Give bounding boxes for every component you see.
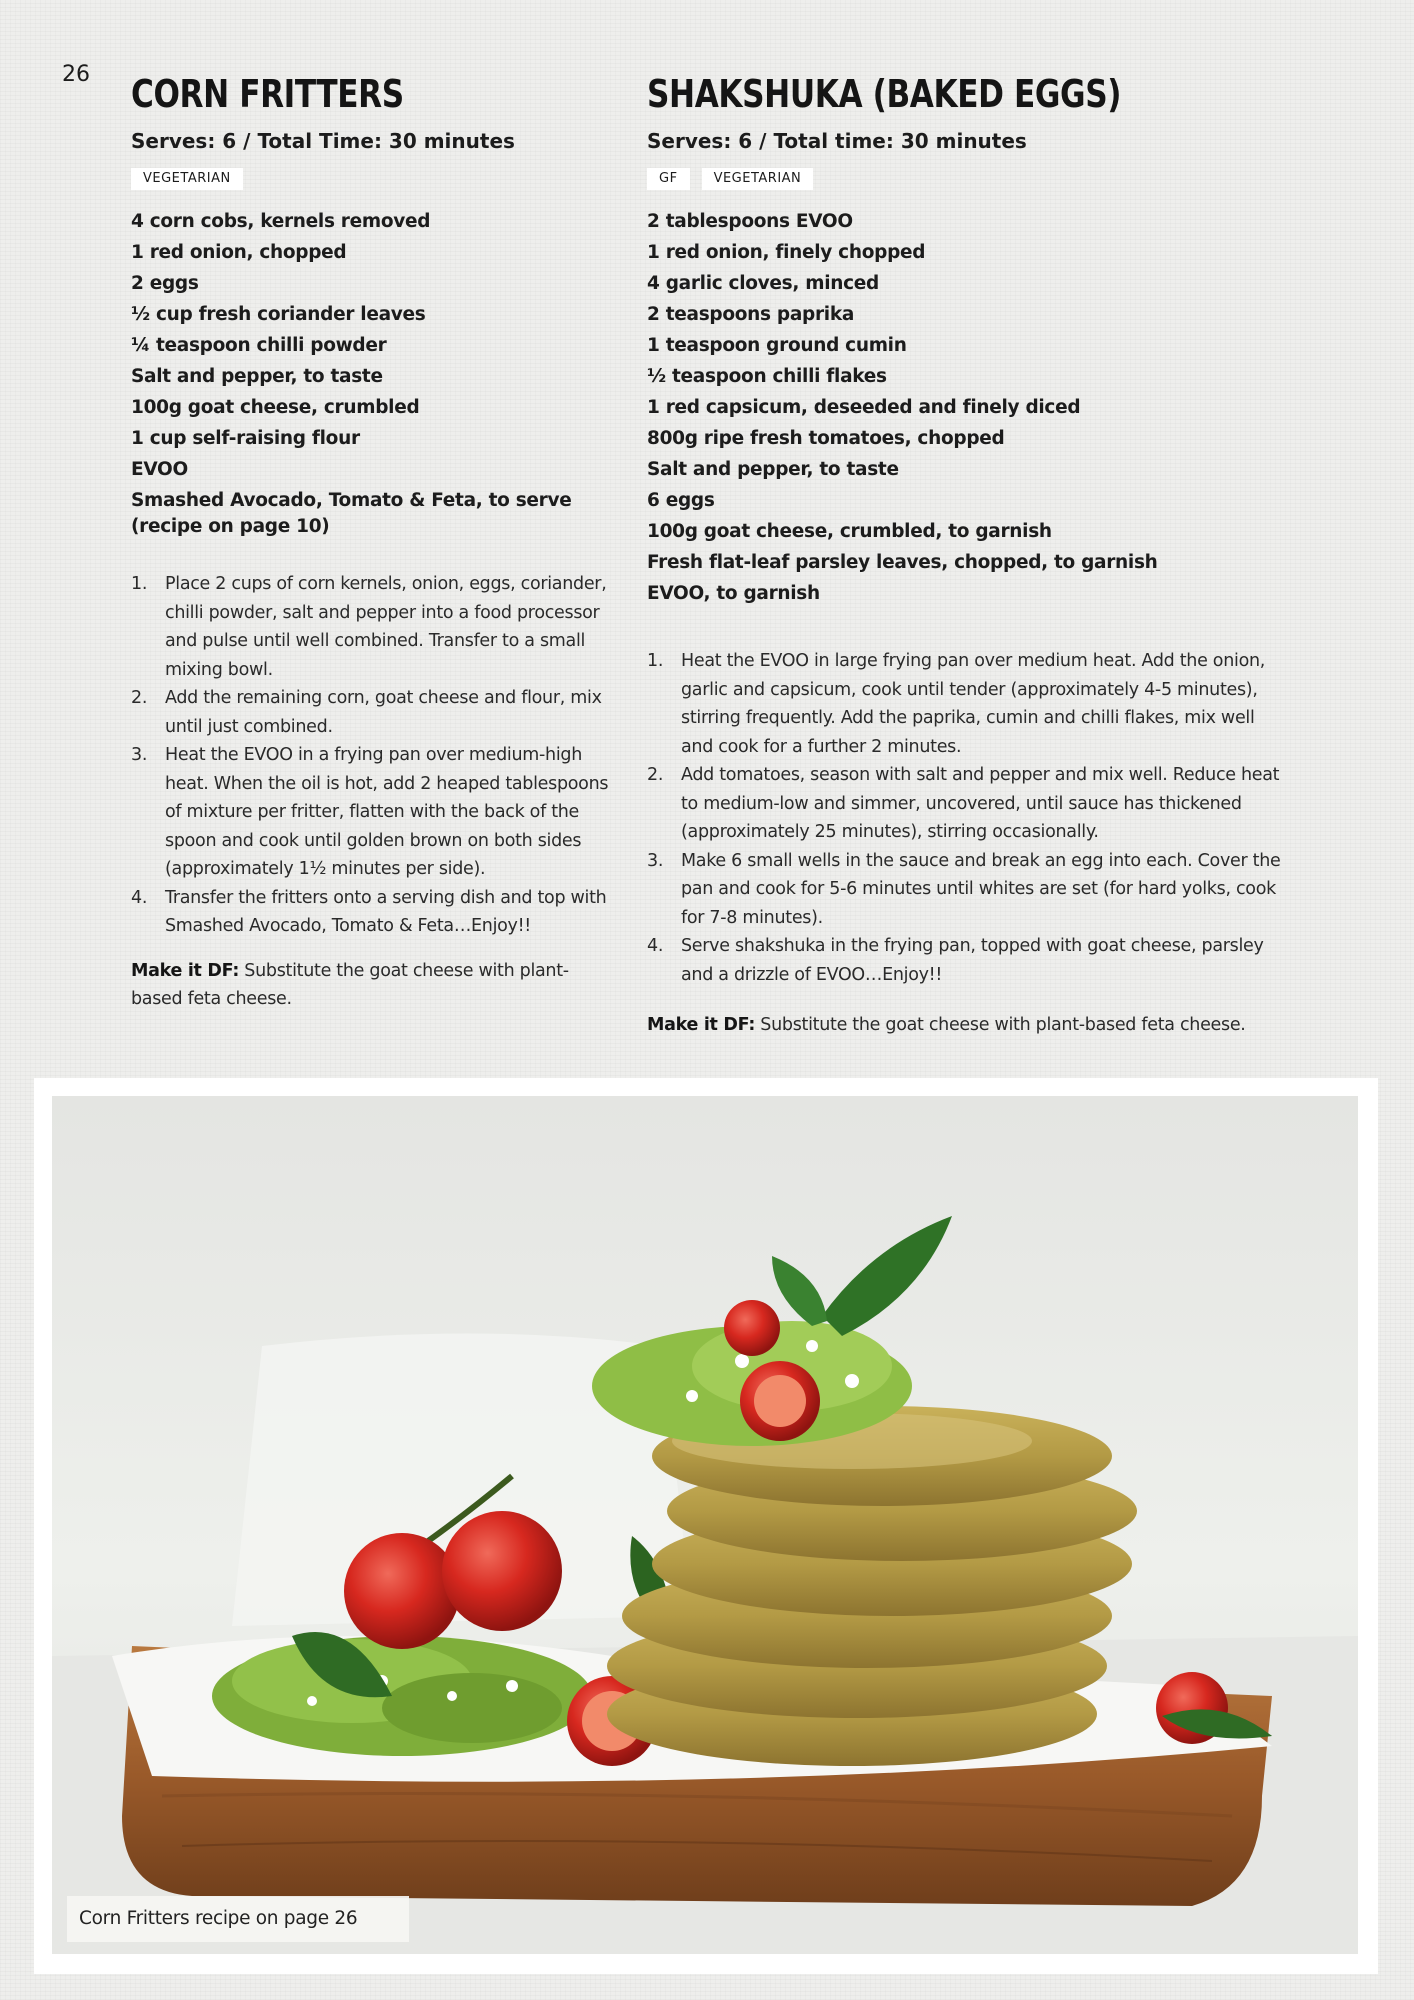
method-step xyxy=(131,741,611,884)
recipe-title: CORN FRITTERS xyxy=(131,72,404,116)
diet-tags xyxy=(647,168,1287,190)
method-step xyxy=(131,570,611,684)
ingredient-item: 1 red capsicum, deseeded and finely diced xyxy=(647,397,1081,418)
ingredient-item: ½ cup fresh coriander leaves xyxy=(131,304,426,325)
step-text: Make 6 small wells in the sauce and break an egg into each. Cover the pan and cook for 5-6 minutes until whites are set (for hard yolks, cook for 7-8 minutes). xyxy=(681,850,1281,928)
ingredient-item: 1 cup self-raising flour xyxy=(131,428,360,449)
serves-info: Serves: 6 / Total time: 30 minutes xyxy=(647,129,1027,153)
method-step xyxy=(647,761,1287,847)
step-text: Heat the EVOO in large frying pan over medium heat. Add the onion, garlic and capsicum, cook until tender (approximately 4-5 minutes), stirring frequently. Add the paprika, cumin and chilli flakes, mix well and cook for a further 2 minutes. xyxy=(681,651,1266,757)
step-number: 4. xyxy=(131,887,148,908)
ingredient-item: 100g goat cheese, crumbled xyxy=(131,397,420,418)
ingredient-item: 6 eggs xyxy=(647,490,715,511)
dairy-free-note xyxy=(131,957,611,1014)
dairy-free-label: Make it DF: xyxy=(131,960,240,981)
dairy-free-label: Make it DF: xyxy=(647,1015,756,1035)
ingredients-list xyxy=(131,206,611,540)
method-step xyxy=(647,932,1287,989)
step-text: Serve shakshuka in the frying pan, topped with goat cheese, parsley and a drizzle of EVOO…Enjoy!! xyxy=(681,936,1264,985)
corn-fritters-photo xyxy=(52,1096,1358,1954)
tag-vegetarian: VEGETARIAN xyxy=(131,168,243,190)
ingredient-item: Fresh flat-leaf parsley leaves, chopped, to garnish xyxy=(647,552,1158,573)
dairy-free-text: Substitute the goat cheese with plant-based feta cheese. xyxy=(755,1015,1246,1035)
fritter-stack xyxy=(607,1406,1137,1766)
ingredients-list xyxy=(647,206,1287,609)
step-number: 2. xyxy=(647,765,664,785)
step-text: Place 2 cups of corn kernels, onion, eggs, coriander, chilli powder, salt and pepper into a food processor and pulse until well combined. Transfer to a small mixing bowl. xyxy=(165,574,607,680)
method-step xyxy=(131,684,611,741)
ingredient-item: 2 teaspoons paprika xyxy=(647,304,855,325)
ingredient-item: 1 red onion, chopped xyxy=(131,242,347,263)
step-number: 1. xyxy=(647,651,664,671)
page-number: 26 xyxy=(62,62,90,87)
step-text: Transfer the fritters onto a serving dish and top with Smashed Avocado, Tomato & Feta…Enjoy!! xyxy=(165,887,607,936)
step-number: 3. xyxy=(647,850,664,871)
method-step xyxy=(647,847,1287,933)
step-number: 3. xyxy=(131,745,148,765)
ingredient-item: 1 red onion, finely chopped xyxy=(647,242,926,263)
tag-gf: GF xyxy=(647,168,690,190)
ingredient-item: 4 garlic cloves, minced xyxy=(647,273,880,294)
corn-fritters-illustration xyxy=(52,1096,1358,1954)
photo-caption: Corn Fritters recipe on page 26 xyxy=(67,1896,409,1942)
step-text: Add the remaining corn, goat cheese and flour, mix until just combined. xyxy=(165,688,602,737)
recipe-title: SHAKSHUKA (BAKED EGGS) xyxy=(647,72,1122,116)
method-steps xyxy=(131,570,611,941)
step-number: 1. xyxy=(131,574,148,594)
tag-vegetarian: VEGETARIAN xyxy=(702,168,814,190)
ingredient-item: 800g ripe fresh tomatoes, chopped xyxy=(647,428,1005,449)
ingredient-item: 1 teaspoon ground cumin xyxy=(647,335,907,356)
ingredient-item: 2 eggs xyxy=(131,273,199,294)
ingredient-item: 2 tablespoons EVOO xyxy=(647,211,853,232)
method-step xyxy=(647,647,1287,761)
ingredient-item: ¼ teaspoon chilli powder xyxy=(131,335,387,356)
serves-info: Serves: 6 / Total Time: 30 minutes xyxy=(131,129,515,153)
recipe-corn-fritters xyxy=(131,72,611,1031)
method-step xyxy=(131,884,611,941)
dairy-free-note xyxy=(647,1011,1287,1040)
step-number: 4. xyxy=(647,936,664,956)
step-text: Add tomatoes, season with salt and pepper and mix well. Reduce heat to medium-low and simmer, uncovered, until sauce has thickened (approximately 25 minutes), stirring occasionally. xyxy=(681,765,1280,842)
smashed-avocado-side xyxy=(212,1636,592,1756)
step-text: Heat the EVOO in a frying pan over medium-high heat. When the oil is hot, add 2 heaped tablespoons of mixture per fritter, flatten with the back of the spoon and cook until golden brown on both sides (approximately 1½ minutes per side). xyxy=(165,745,609,879)
photo-frame xyxy=(34,1078,1378,1974)
ingredient-item: 4 corn cobs, kernels removed xyxy=(131,211,431,232)
ingredient-item: EVOO, to garnish xyxy=(647,583,820,604)
recipe-shakshuka xyxy=(647,72,1287,1057)
dairy-free-text: Substitute the goat cheese with plant-based feta cheese. xyxy=(131,960,569,1009)
ingredient-item: Salt and pepper, to taste xyxy=(131,366,383,387)
ingredient-item: Smashed Avocado, Tomato & Feta, to serve (recipe on page 10) xyxy=(131,490,572,537)
diet-tags xyxy=(131,168,611,190)
ingredient-item: EVOO xyxy=(131,459,188,480)
ingredient-item: 100g goat cheese, crumbled, to garnish xyxy=(647,521,1052,542)
ingredient-item: Salt and pepper, to taste xyxy=(647,459,899,480)
step-number: 2. xyxy=(131,688,148,708)
method-steps xyxy=(647,647,1287,989)
ingredient-item: ½ teaspoon chilli flakes xyxy=(647,366,887,387)
